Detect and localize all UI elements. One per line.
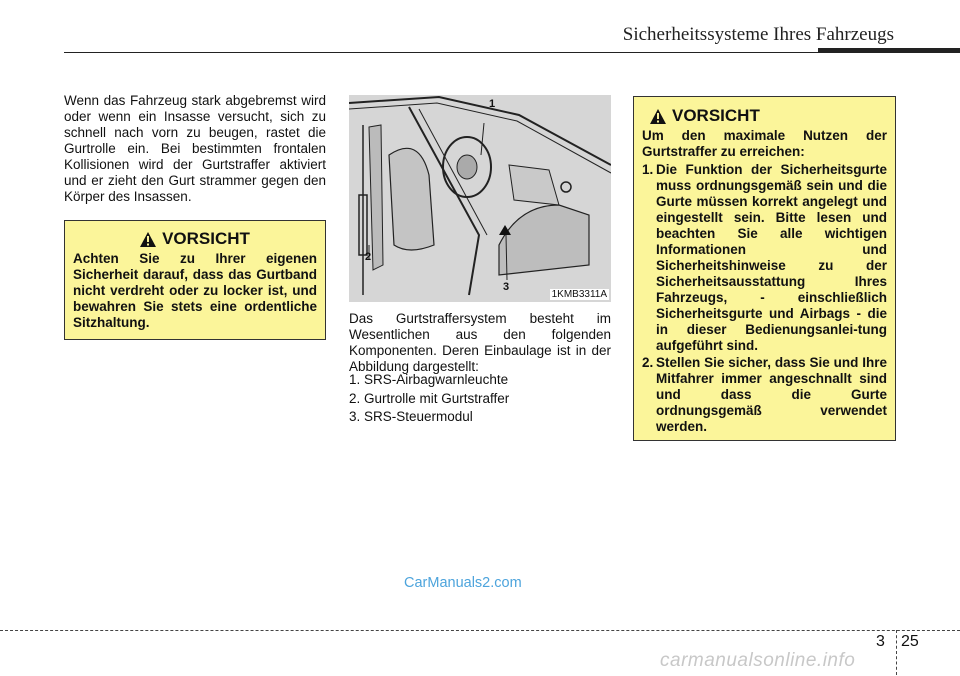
warning-triangle-icon [140,232,156,247]
caution-header [642,106,887,126]
figure-callout-1: 1 [489,98,496,110]
list-text: Die Funktion der Sicherheitsgurte muss ordnungsgemäß sein und die Gurte müssen korrekt angelegt und eingestellt sein. Bitte lesen und beachten Sie alle wichtigen Informationen und Sicherheitshinweise zu der Sicherheitsausstattung Ihres Fahrzeugs, - einschließlich Sicherheitsgurte und Airbags - die in dieser Bedienungsanlei-tung aufgeführt sind. [656,162,887,353]
components-list [349,372,611,428]
list-item: 3. SRS-Steuermodul [349,409,473,424]
page-number: 25 [901,633,919,650]
caution-list [642,162,887,435]
caution-box-pretensioner [633,96,896,441]
chapter-number: 3 [876,633,885,650]
caution-text: Achten Sie zu Ihrer eigenen Sicherheit darauf, dass das Gurtband nicht verdreht oder zu locker ist, und bewahren Sie stets eine ordentliche Sitzhaltung. [73,251,317,330]
list-item: 2. Gurtrolle mit Gurtstraffer [349,390,510,406]
list-number: 1. [642,162,654,177]
list-item [642,162,887,354]
header-rule-accent [818,48,960,53]
caution-header [73,229,317,249]
caution-title: VORSICHT [672,106,760,125]
figure-code: 1KMB3311A [551,289,607,300]
watermark-link[interactable]: CarManuals2.com [404,575,522,591]
bottom-watermark: carmanualsonline.info [660,650,856,671]
footer-rule [0,630,960,631]
components-paragraph: Das Gurtstraffersystem besteht im Wesentlichen aus den folgenden Komponenten. Deren Einbaulage ist in der Abbildung dargestellt: [349,311,611,374]
pretensioner-figure [349,95,611,302]
car-interior-illustration [349,95,611,302]
figure-callout-2: 2 [365,251,372,263]
caution-intro: Um den maximale Nutzen der Gurtstraffer zu erreichen: [642,128,887,159]
list-text: Stellen Sie sicher, dass Sie und Ihre Mitfahrer immer angeschnallt sind und dass die Gurte ordnungsgemäß verwendet werden. [656,355,887,434]
header-rule [64,52,818,53]
list-item: 1. SRS-Airbagwarnleuchte [349,372,509,387]
page-header-title: Sicherheitssysteme Ihres Fahrzeugs [622,24,894,45]
list-number: 2. [642,355,654,370]
caution-title: VORSICHT [162,229,250,248]
intro-paragraph: Wenn das Fahrzeug stark abgebremst wird oder wenn ein Insasse versucht, sich zu schnell nach vorn zu beugen, rastet die Gurtrolle ein. Bei bestimmten frontalen Kollisionen wird der Gurtstraffer aktiviert und er zieht den Gurt strammer gegen den Körper des Insassen. [64,93,326,204]
footer-divider [896,630,897,675]
caution-box-twisted-belt [64,220,326,340]
figure-callout-3: 3 [503,281,510,293]
warning-triangle-icon [650,109,666,124]
list-item [642,355,887,435]
